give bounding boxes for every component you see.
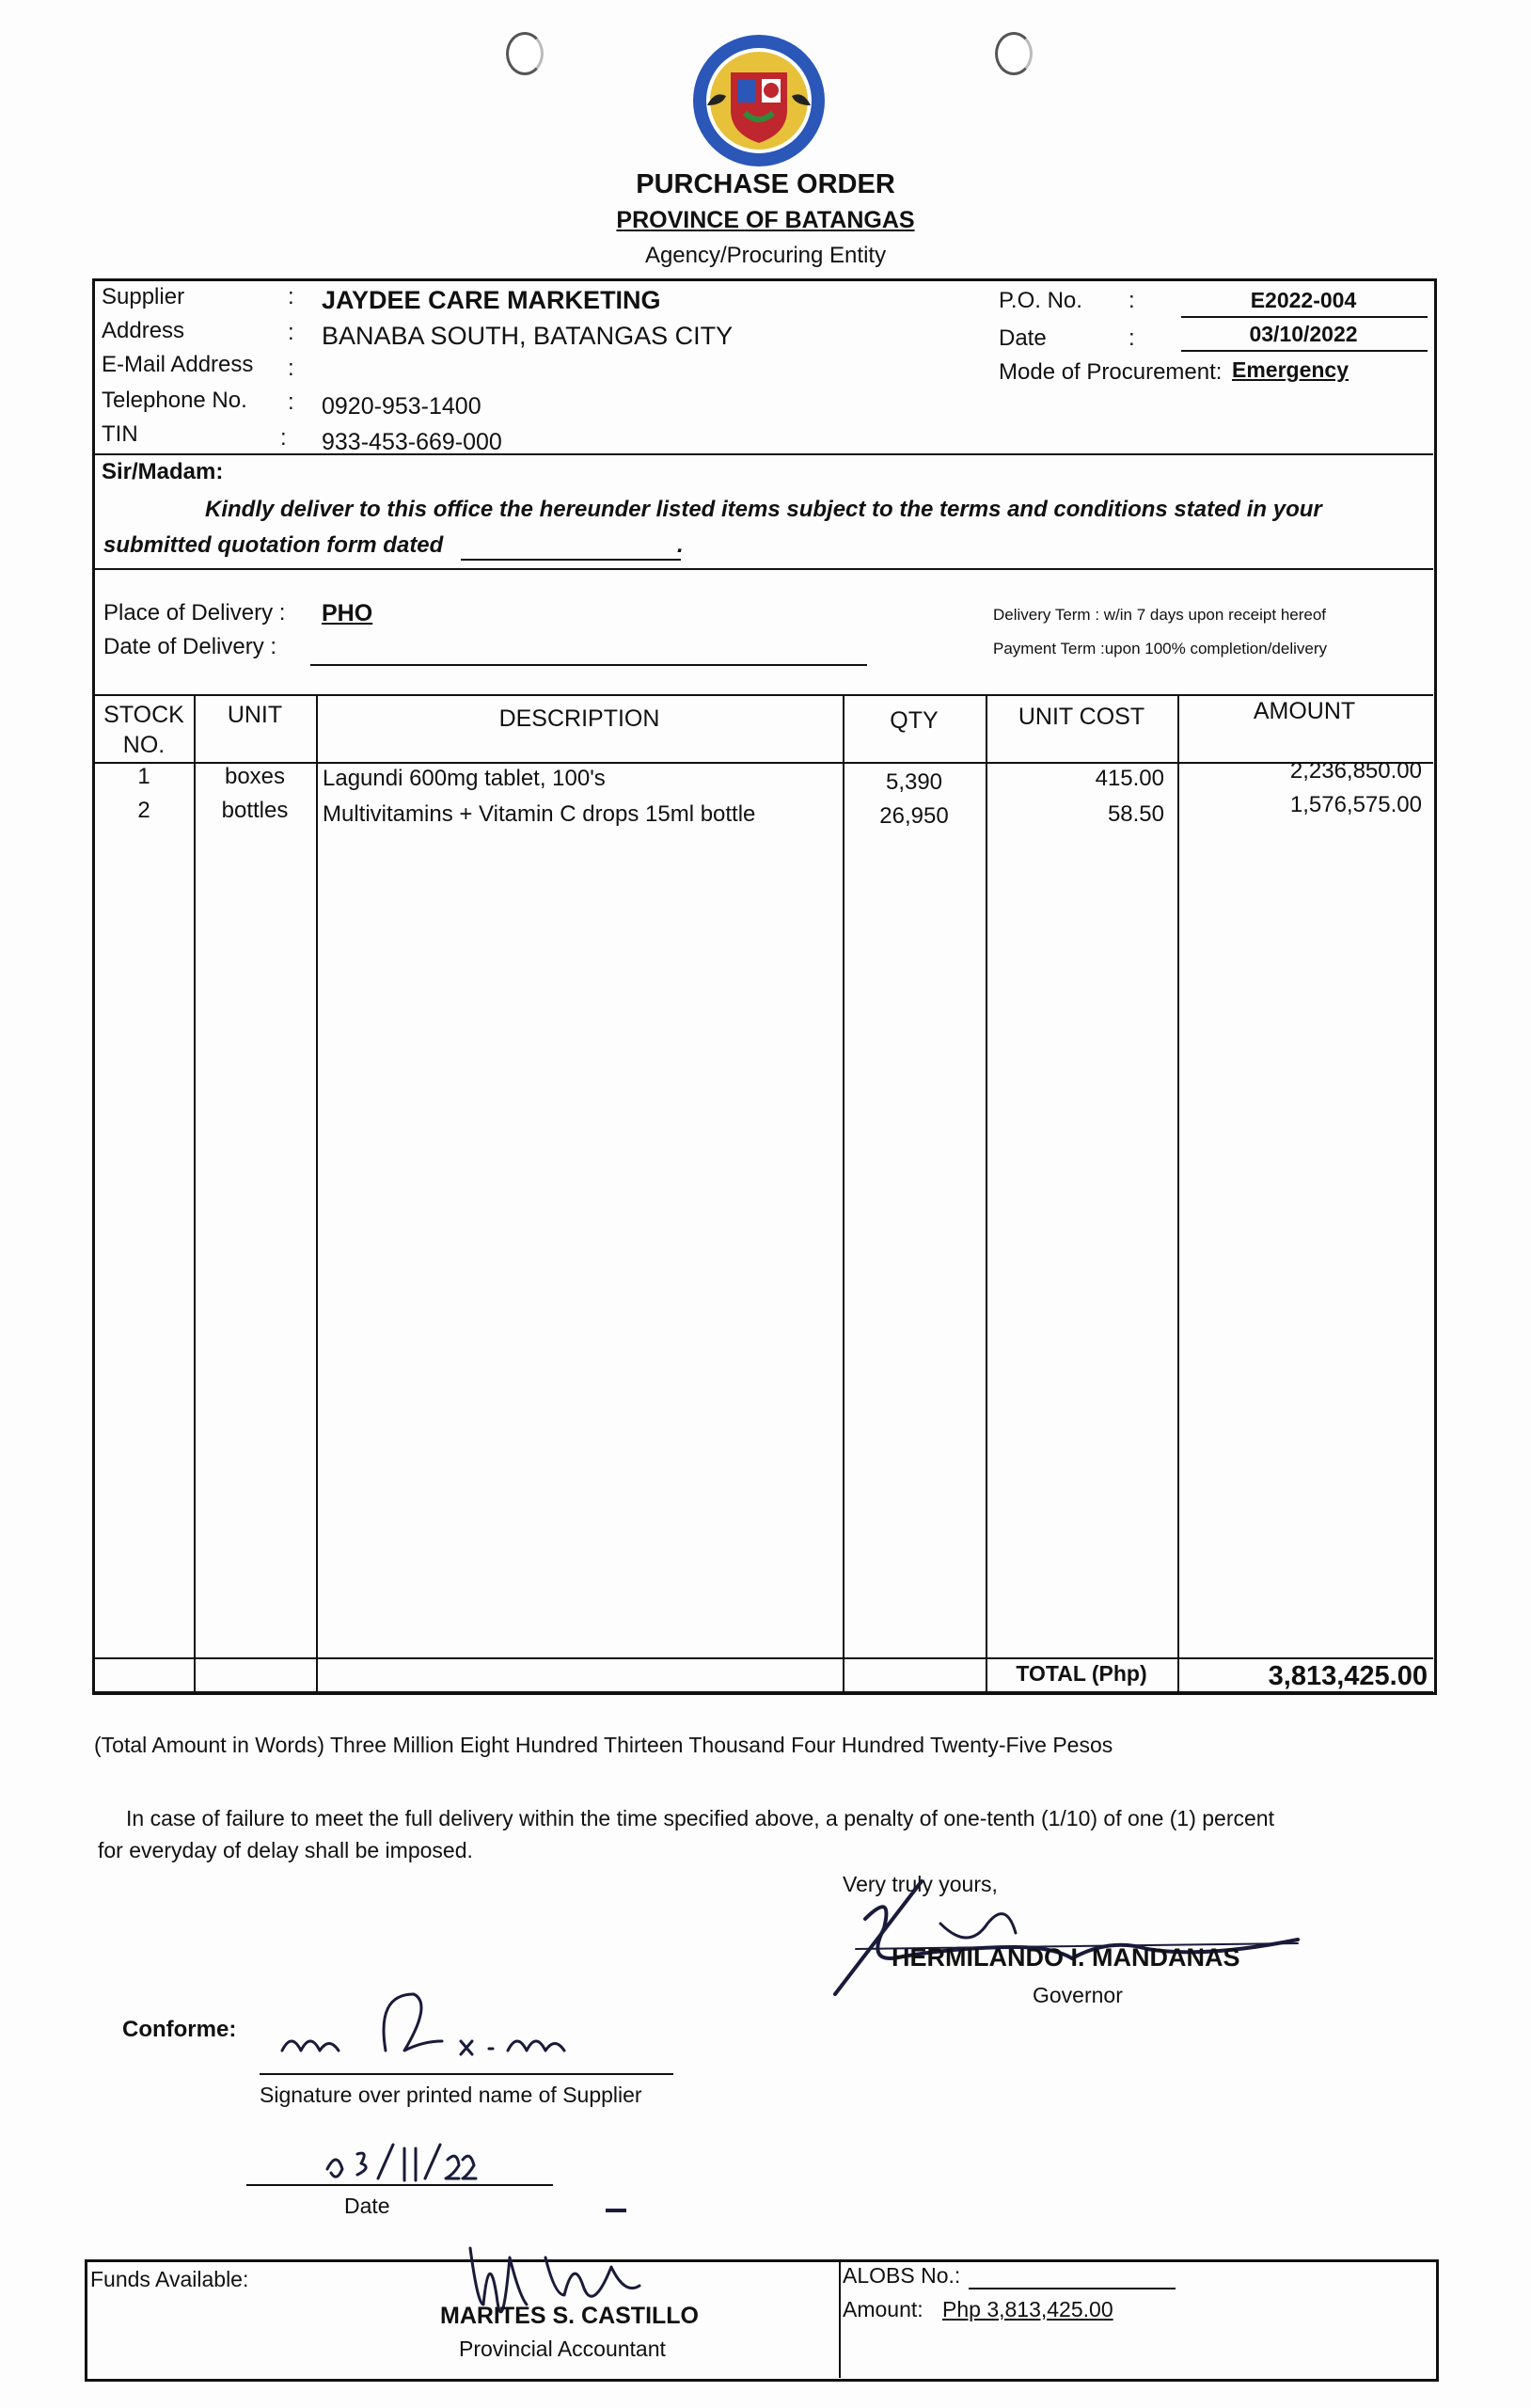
total-amount: 3,813,425.00 (1268, 1661, 1428, 1691)
colon: : (1129, 325, 1135, 351)
alobs-underline (969, 2288, 1176, 2289)
col-line-2 (316, 696, 318, 1691)
address-label: Address (102, 318, 185, 343)
payment-term: Payment Term :upon 100% completion/delivery (993, 640, 1327, 657)
total-label: TOTAL (Php) (1016, 1661, 1147, 1686)
conforme-label: Conforme: (122, 2017, 237, 2042)
instruction-line-2: submitted quotation form dated (103, 532, 444, 558)
supplier-signature-caption: Signature over printed name of Supplier (260, 2083, 642, 2107)
colon: : (280, 425, 287, 451)
table-row-2-amount: 1,576,575.00 (1289, 792, 1422, 817)
table-row-1-description: Lagundi 600mg tablet, 100's (323, 766, 606, 791)
province-name: PROVINCE OF BATANGAS (616, 207, 915, 233)
delivery-term: Delivery Term : w/in 7 days upon receipt hereof (993, 606, 1327, 624)
amount-label: Amount: (843, 2297, 923, 2321)
amount-in-words: (Total Amount in Words) Three Million Eight Hundred Thirteen Thousand Four Hundred Twenty-Five Pesos (94, 1733, 1113, 1757)
footer-divider (839, 2261, 841, 2378)
rule-after-delivery (94, 694, 1433, 696)
po-number: E2022-004 (1250, 288, 1357, 312)
date-of-delivery-label: Date of Delivery : (103, 634, 277, 659)
col-header-stock-line2: NO. (122, 732, 166, 758)
closing-text: Very truly yours, (843, 1872, 998, 1896)
table-row-2-stock: 2 (137, 798, 150, 823)
date-of-delivery-underline (310, 664, 867, 666)
instruction-line-1: Kindly deliver to this office the hereunder listed items subject to the terms and conditions stated in your (205, 497, 1322, 522)
agency-label: Agency/Procuring Entity (644, 243, 887, 268)
table-row-1-unit-cost: 415.00 (1095, 766, 1164, 791)
col-header-qty: QTY (890, 707, 939, 734)
col-header-stock-line1: STOCK (103, 702, 184, 728)
accountant-title: Provincial Accountant (459, 2337, 666, 2361)
po-date-underline (1181, 350, 1428, 352)
rule-total-top (94, 1657, 1433, 1659)
funds-amount: Php 3,813,425.00 (942, 2297, 1113, 2321)
table-row-2-unit: bottles (221, 798, 289, 823)
date-label: Date (999, 325, 1047, 351)
col-header-unit: UNIT (227, 702, 283, 728)
footer-frame (85, 2259, 1439, 2382)
po-number-label: P.O. No. (999, 288, 1082, 313)
governor-title: Governor (1033, 1983, 1123, 2007)
colon: : (1129, 288, 1135, 313)
supplier-label: Supplier (102, 284, 185, 309)
col-line-1 (194, 696, 196, 1691)
place-of-delivery-label: Place of Delivery : (103, 600, 286, 626)
col-line-5 (1177, 696, 1179, 1691)
po-number-underline (1181, 316, 1428, 318)
table-row-2-qty: 26,950 (879, 803, 949, 829)
table-row-1-unit: boxes (224, 764, 286, 789)
penalty-line-1: In case of failure to meet the full delivery within the time specified above, a penalty of one-tenth (1/10) of one (1) percent (126, 1806, 1274, 1830)
email-label: E-Mail Address (102, 352, 254, 377)
mode-label: Mode of Procurement: (999, 359, 1223, 385)
col-header-amount: AMOUNT (1253, 698, 1356, 724)
table-row-2-description: Multivitamins + Vitamin C drops 15ml bottle (323, 801, 756, 827)
table-row-1-amount: 2,236,850.00 (1289, 758, 1422, 784)
rule-after-instructions (94, 568, 1433, 570)
punch-hole-right (995, 32, 1033, 75)
penalty-line-2: for everyday of delay shall be imposed. (98, 1838, 473, 1862)
col-header-unit-cost: UNIT COST (1018, 704, 1145, 730)
colon: : (288, 389, 294, 415)
col-line-4 (986, 696, 987, 1691)
tin-label: TIN (102, 421, 138, 447)
governor-name: HERMILANDO I. MANDANAS (892, 1943, 1240, 1972)
procurement-mode: Emergency (1232, 357, 1349, 382)
conforme-date-caption: Date (344, 2194, 390, 2218)
conforme-date-line (246, 2184, 553, 2186)
purchase-order-frame (92, 278, 1437, 1695)
supplier-address: BANABA SOUTH, BATANGAS CITY (322, 322, 734, 350)
table-row-2-unit-cost: 58.50 (1107, 801, 1164, 827)
province-seal-logo (679, 30, 839, 171)
salutation: Sir/Madam: (102, 459, 224, 484)
supplier-signature (263, 1985, 621, 2069)
alobs-label: ALOBS No.: (843, 2263, 961, 2288)
telephone-label: Telephone No. (102, 388, 247, 413)
colon: : (288, 284, 294, 309)
conforme-date-handwritten (320, 2141, 489, 2188)
table-row-1-qty: 5,390 (885, 769, 943, 795)
instruction-line-2-end: . (677, 532, 684, 558)
supplier-signature-line (260, 2073, 673, 2075)
place-of-delivery: PHO (322, 600, 373, 626)
supplier-tin: 933-453-669-000 (322, 429, 502, 455)
rule-after-info (94, 453, 1433, 455)
document-title: PURCHASE ORDER (636, 169, 895, 199)
supplier-name: JAYDEE CARE MARKETING (322, 286, 661, 314)
accountant-name: MARITES S. CASTILLO (440, 2303, 699, 2329)
funds-available-label: Funds Available: (90, 2267, 249, 2291)
supplier-telephone: 0920-953-1400 (322, 393, 481, 420)
punch-hole-left (506, 32, 544, 75)
colon: : (288, 320, 294, 345)
ink-mark (606, 2209, 626, 2212)
po-date: 03/10/2022 (1249, 322, 1358, 346)
colon: : (288, 356, 294, 381)
col-line-3 (843, 696, 844, 1691)
table-row-1-stock: 1 (137, 764, 150, 789)
col-header-description: DESCRIPTION (498, 705, 660, 732)
quotation-date-blank (461, 559, 681, 561)
